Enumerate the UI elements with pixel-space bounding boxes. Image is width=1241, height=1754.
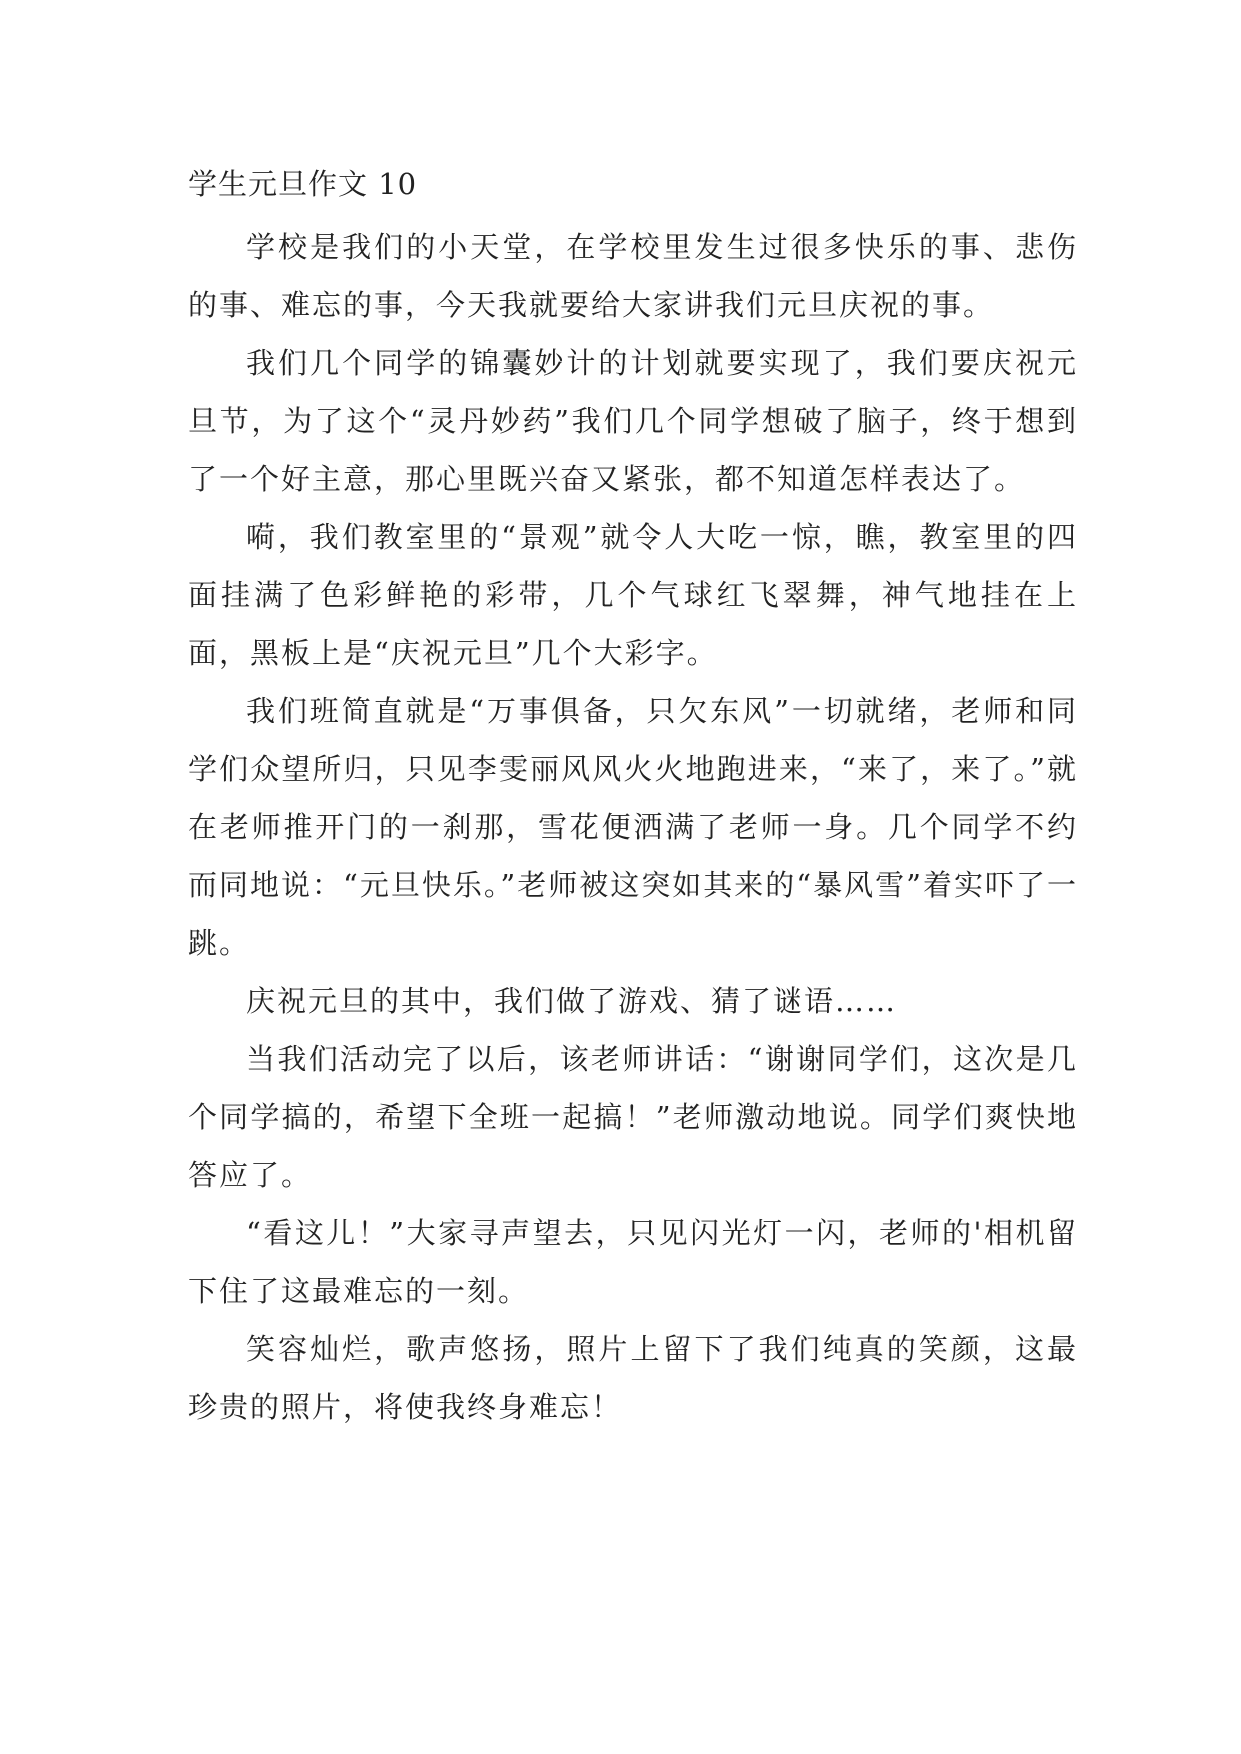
paragraph-7: “看这儿！”大家寻声望去，只见闪光灯一闪，老师的'相机留下住了这最难忘的一刻。 bbox=[188, 1216, 1078, 1308]
paragraph-6: 当我们活动完了以后，该老师讲话：“谢谢同学们，这次是几个同学搞的，希望下全班一起搞！”老师激动地说。同学们爽快地答应了。 bbox=[188, 1042, 1078, 1192]
paragraph-3: 嗬，我们教室里的“景观”就令人大吃一惊，瞧，教室里的四面挂满了色彩鲜艳的彩带，几个气球红飞翠舞，神气地挂在上面，黑板上是“庆祝元旦”几个大彩字。 bbox=[188, 520, 1078, 670]
paragraph-5: 庆祝元旦的其中，我们做了游戏、猜了谜语…… bbox=[246, 984, 898, 1018]
document-title: 学生元旦作文 10 bbox=[188, 167, 418, 201]
paragraph-4: 我们班简直就是“万事俱备，只欠东风”一切就绪，老师和同学们众望所归，只见李雯丽风风火火地跑进来，“来了，来了。”就在老师推开门的一刹那，雪花便洒满了老师一身。几个同学不约而同地说：“元旦快乐。”老师被这突如其来的“暴风雪”着实吓了一跳。 bbox=[188, 694, 1078, 960]
paragraph-2: 我们几个同学的锦囊妙计的计划就要实现了，我们要庆祝元旦节，为了这个“灵丹妙药”我们几个同学想破了脑子，终于想到了一个好主意，那心里既兴奋又紧张，都不知道怎样表达了。 bbox=[188, 346, 1078, 496]
paragraph-1: 学校是我们的小天堂，在学校里发生过很多快乐的事、悲伤的事、难忘的事，今天我就要给大家讲我们元旦庆祝的事。 bbox=[188, 230, 1078, 322]
document-body bbox=[188, 160, 1078, 1436]
paragraph-8: 笑容灿烂，歌声悠扬，照片上留下了我们纯真的笑颜，这最珍贵的照片，将使我终身难忘！ bbox=[188, 1332, 1078, 1424]
